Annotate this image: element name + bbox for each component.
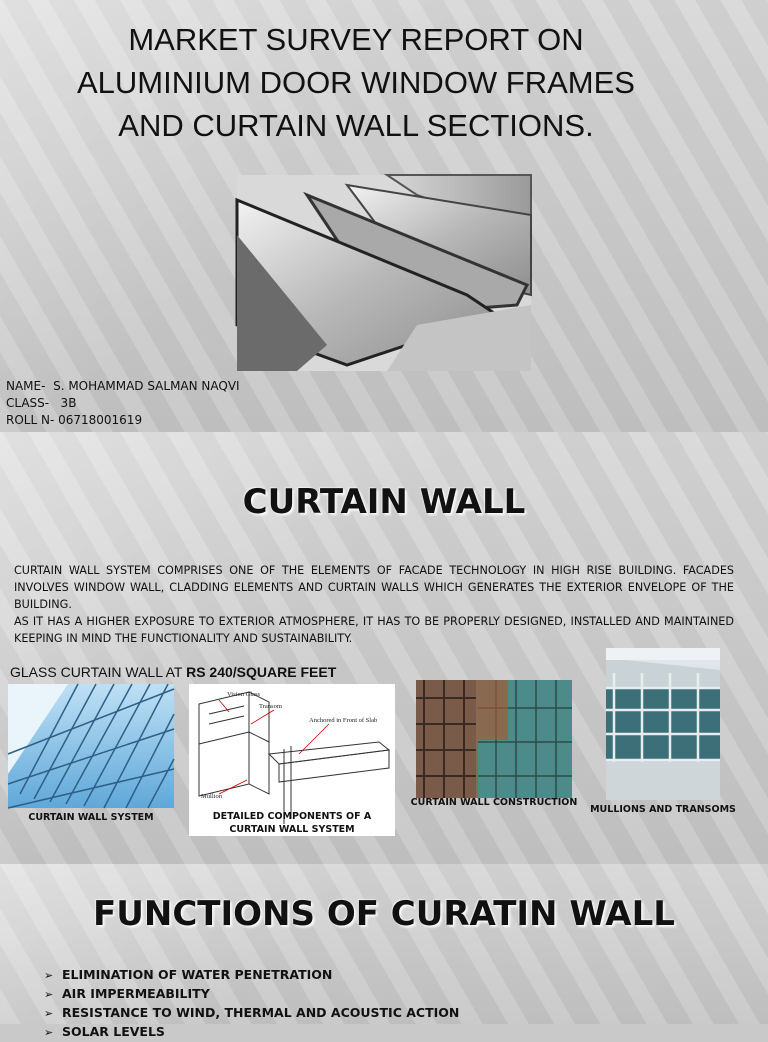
caption-components-line-2: CURTAIN WALL SYSTEM xyxy=(229,824,355,835)
arrow-bullet-icon: ➢ xyxy=(44,1026,54,1039)
description-text xyxy=(14,562,734,647)
aluminium-sheets-image xyxy=(237,175,531,371)
price-prefix: GLASS CURTAIN WALL AT xyxy=(10,664,187,680)
caption-detailed-components xyxy=(189,810,395,836)
list-item xyxy=(44,985,459,1004)
functions-list xyxy=(44,966,459,1042)
list-item-text: AIR IMPERMEABILITY xyxy=(62,986,210,1001)
price-line xyxy=(10,664,336,680)
student-info xyxy=(6,378,240,429)
list-item-text: ELIMINATION OF WATER PENETRATION xyxy=(62,967,333,982)
curtain-wall-heading: CURTAIN WALL xyxy=(242,482,526,522)
slide-curtain-wall xyxy=(0,432,768,864)
caption-curtain-wall-system: CURTAIN WALL SYSTEM xyxy=(28,812,154,823)
list-item-text: RESISTANCE TO WIND, THERMAL AND ACOUSTIC ACTION xyxy=(62,1005,460,1020)
student-name: NAME- S. MOHAMMAD SALMAN NAQVI xyxy=(6,379,240,393)
title-line-1: MARKET SURVEY REPORT ON xyxy=(128,22,584,57)
slide-functions xyxy=(0,864,768,1039)
curtain-wall-construction-image xyxy=(416,680,572,798)
paragraph-2: AS IT HAS A HIGHER EXPOSURE TO EXTERIOR ATMOSPHERE, IT HAS TO BE PROPERLY DESIGNED, INSTALLED AND MAINTAINED KEEPING IN MIND THE FUNCTIONALITY AND SUSTAINABILITY. xyxy=(14,615,734,645)
label-vision-glass: Vision Glass xyxy=(227,691,261,698)
arrow-bullet-icon: ➢ xyxy=(44,1007,54,1020)
price-value: RS 240/SQUARE FEET xyxy=(186,664,337,680)
title-line-2: ALUMINIUM DOOR WINDOW FRAMES xyxy=(77,65,635,100)
student-class: CLASS- 3B xyxy=(6,396,77,410)
label-anchored: Anchored in Front of Slab xyxy=(309,717,378,724)
report-title xyxy=(0,18,712,147)
paragraph-1: CURTAIN WALL SYSTEM COMPRISES ONE OF THE ELEMENTS OF FACADE TECHNOLOGY IN HIGH RISE BUILDING. FACADES INVOLVES WINDOW WALL, CLADDING ELEMENTS AND CURTAIN WALLS WHICH GENERATES THE EXTERIOR ENVELOPE OF THE BUILDING. xyxy=(14,564,734,611)
label-transom: Transom xyxy=(259,703,282,710)
arrow-bullet-icon: ➢ xyxy=(44,969,54,982)
caption-components-line-1: DETAILED COMPONENTS OF A xyxy=(212,811,372,822)
caption-curtain-wall-construction: CURTAIN WALL CONSTRUCTION xyxy=(410,797,578,808)
slide-title xyxy=(0,0,768,432)
caption-mullions-transoms: MULLIONS AND TRANSOMS xyxy=(590,804,736,815)
mullions-transoms-image xyxy=(606,648,720,800)
list-item xyxy=(44,1004,459,1023)
list-item-text: SOLAR LEVELS xyxy=(62,1024,165,1039)
student-roll: ROLL N- 06718001619 xyxy=(6,413,143,427)
curtain-wall-system-image xyxy=(8,684,174,808)
list-item xyxy=(44,1023,459,1042)
title-line-3: AND CURTAIN WALL SECTIONS. xyxy=(118,108,594,143)
functions-heading: FUNCTIONS OF CURATIN WALL xyxy=(93,894,675,934)
list-item xyxy=(44,966,459,985)
label-mullion: Mullion xyxy=(201,793,222,800)
arrow-bullet-icon: ➢ xyxy=(44,988,54,1001)
